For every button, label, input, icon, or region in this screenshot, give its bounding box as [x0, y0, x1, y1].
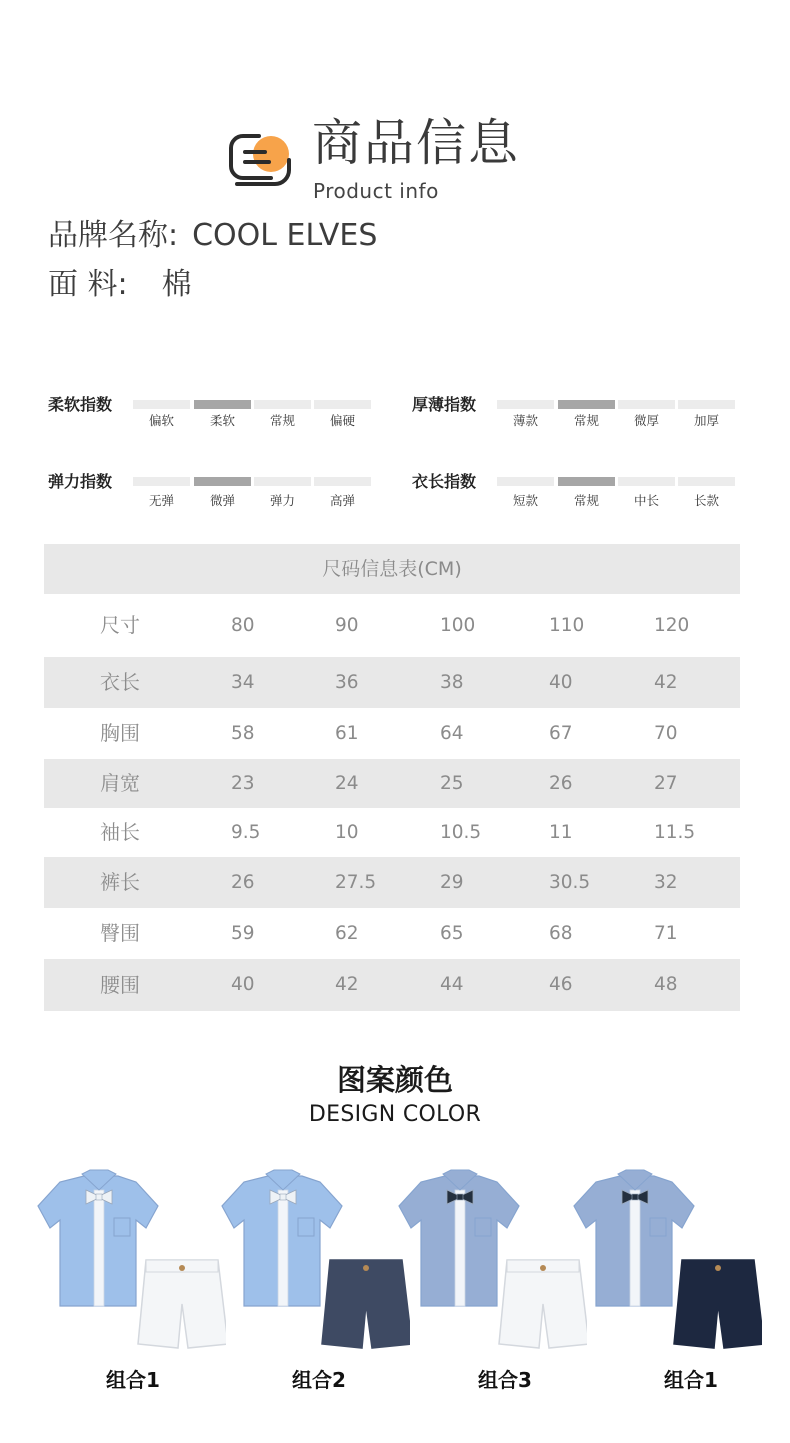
table-cell: 30.5: [549, 872, 591, 893]
table-row: [44, 959, 740, 1011]
index-segment: [254, 400, 311, 409]
table-cell: 48: [654, 974, 678, 995]
index-option: 柔软: [209, 413, 235, 428]
table-row: [44, 857, 740, 908]
table-cell: 24: [335, 773, 359, 794]
design-color-subtitle: DESIGN COLOR: [308, 1102, 482, 1127]
table-cell: 10.5: [440, 822, 482, 843]
product-combo-label: 组合3: [478, 1368, 532, 1392]
table-cell: 11: [549, 822, 573, 843]
table-row: [44, 759, 740, 808]
index-option: 微厚: [633, 413, 659, 428]
row-label: 肩宽: [100, 771, 140, 795]
index-segment: [194, 400, 251, 409]
index-option: 常规: [269, 413, 295, 428]
index-segment: [254, 477, 311, 486]
index-segment: [558, 400, 615, 409]
table-cell: 110: [549, 615, 585, 636]
index-option: 高弹: [329, 493, 355, 508]
product-info-logo-icon: [229, 130, 295, 192]
index-title: 衣长指数: [412, 472, 477, 491]
index-option: 偏软: [148, 413, 174, 428]
product-outfit-image[interactable]: [220, 1168, 410, 1363]
brand-value: COOL ELVES: [192, 218, 378, 253]
table-cell: 46: [549, 974, 573, 995]
table-row: [44, 708, 740, 759]
table-cell: 27: [654, 773, 678, 794]
table-cell: 9.5: [231, 822, 261, 843]
product-outfit-image[interactable]: [572, 1168, 762, 1363]
index-segment: [133, 400, 190, 409]
index-segment: [558, 477, 615, 486]
index-option: 偏硬: [329, 413, 355, 428]
table-cell: 90: [335, 615, 359, 636]
index-option: 加厚: [693, 413, 719, 428]
table-row: [44, 594, 740, 657]
table-cell: 26: [549, 773, 573, 794]
index-segment: [678, 477, 735, 486]
index-segment: [497, 400, 554, 409]
table-cell: 25: [440, 773, 464, 794]
table-cell: 62: [335, 923, 359, 944]
row-label: 裤长: [100, 870, 140, 894]
index-segment: [678, 400, 735, 409]
page-title: 商品信息: [312, 114, 520, 172]
index-segment: [618, 400, 675, 409]
index-option: 薄款: [512, 413, 538, 428]
index-segment: [194, 477, 251, 486]
index-option: 长款: [693, 493, 719, 508]
table-cell: 10: [335, 822, 359, 843]
table-cell: 44: [440, 974, 464, 995]
table-cell: 40: [231, 974, 255, 995]
index-option: 弹力: [269, 493, 295, 508]
table-row: [44, 908, 740, 959]
table-cell: 100: [440, 615, 476, 636]
product-outfit-image[interactable]: [397, 1168, 587, 1363]
table-cell: 58: [231, 723, 255, 744]
size-table: [44, 544, 740, 1011]
table-cell: 120: [654, 615, 690, 636]
table-row: [44, 657, 740, 708]
table-cell: 26: [231, 872, 255, 893]
table-cell: 40: [549, 672, 573, 693]
table-cell: 34: [231, 672, 255, 693]
table-cell: 42: [654, 672, 678, 693]
index-title: 柔软指数: [48, 395, 113, 414]
index-title: 弹力指数: [48, 472, 113, 491]
fabric-label: 面 料:: [48, 267, 128, 302]
table-cell: 42: [335, 974, 359, 995]
table-cell: 68: [549, 923, 573, 944]
page-subtitle: Product info: [313, 179, 439, 203]
table-cell: 11.5: [654, 822, 696, 843]
index-option: 常规: [573, 493, 599, 508]
row-label: 胸围: [100, 721, 140, 745]
index-segment: [314, 400, 371, 409]
size-table-title: 尺码信息表(CM): [322, 558, 462, 580]
index-option: 微弹: [209, 493, 235, 508]
index-option: 常规: [573, 413, 599, 428]
brand-spec: [48, 218, 378, 253]
index-segment: [618, 477, 675, 486]
table-cell: 71: [654, 923, 678, 944]
table-cell: 36: [335, 672, 359, 693]
row-label: 腰围: [100, 973, 140, 997]
product-combo-label: 组合1: [664, 1368, 718, 1392]
index-segment: [497, 477, 554, 486]
table-cell: 70: [654, 723, 678, 744]
brand-label: 品牌名称:: [48, 218, 179, 253]
product-outfit-image[interactable]: [36, 1168, 226, 1363]
index-option: 无弹: [148, 493, 174, 508]
index-option: 短款: [512, 493, 538, 508]
product-combo-label: 组合2: [292, 1368, 346, 1392]
product-combo-label: 组合1: [106, 1368, 160, 1392]
row-label: 臀围: [100, 921, 140, 945]
fabric-value: 棉: [161, 267, 192, 302]
index-title: 厚薄指数: [412, 395, 477, 414]
table-cell: 65: [440, 923, 464, 944]
table-cell: 27.5: [335, 872, 377, 893]
fabric-spec: [48, 267, 192, 302]
row-label: 衣长: [100, 670, 140, 694]
index-segment: [314, 477, 371, 486]
design-color-title: 图案颜色: [336, 1063, 453, 1097]
table-cell: 32: [654, 872, 678, 893]
table-cell: 80: [231, 615, 255, 636]
table-cell: 61: [335, 723, 359, 744]
table-cell: 67: [549, 723, 573, 744]
table-cell: 38: [440, 672, 464, 693]
index-segment: [133, 477, 190, 486]
table-cell: 23: [231, 773, 255, 794]
index-option: 中长: [633, 493, 659, 508]
table-cell: 64: [440, 723, 464, 744]
row-label: 尺寸: [100, 613, 140, 637]
table-cell: 29: [440, 872, 464, 893]
table-row: [44, 808, 740, 857]
row-label: 袖长: [100, 820, 140, 844]
table-cell: 59: [231, 923, 255, 944]
